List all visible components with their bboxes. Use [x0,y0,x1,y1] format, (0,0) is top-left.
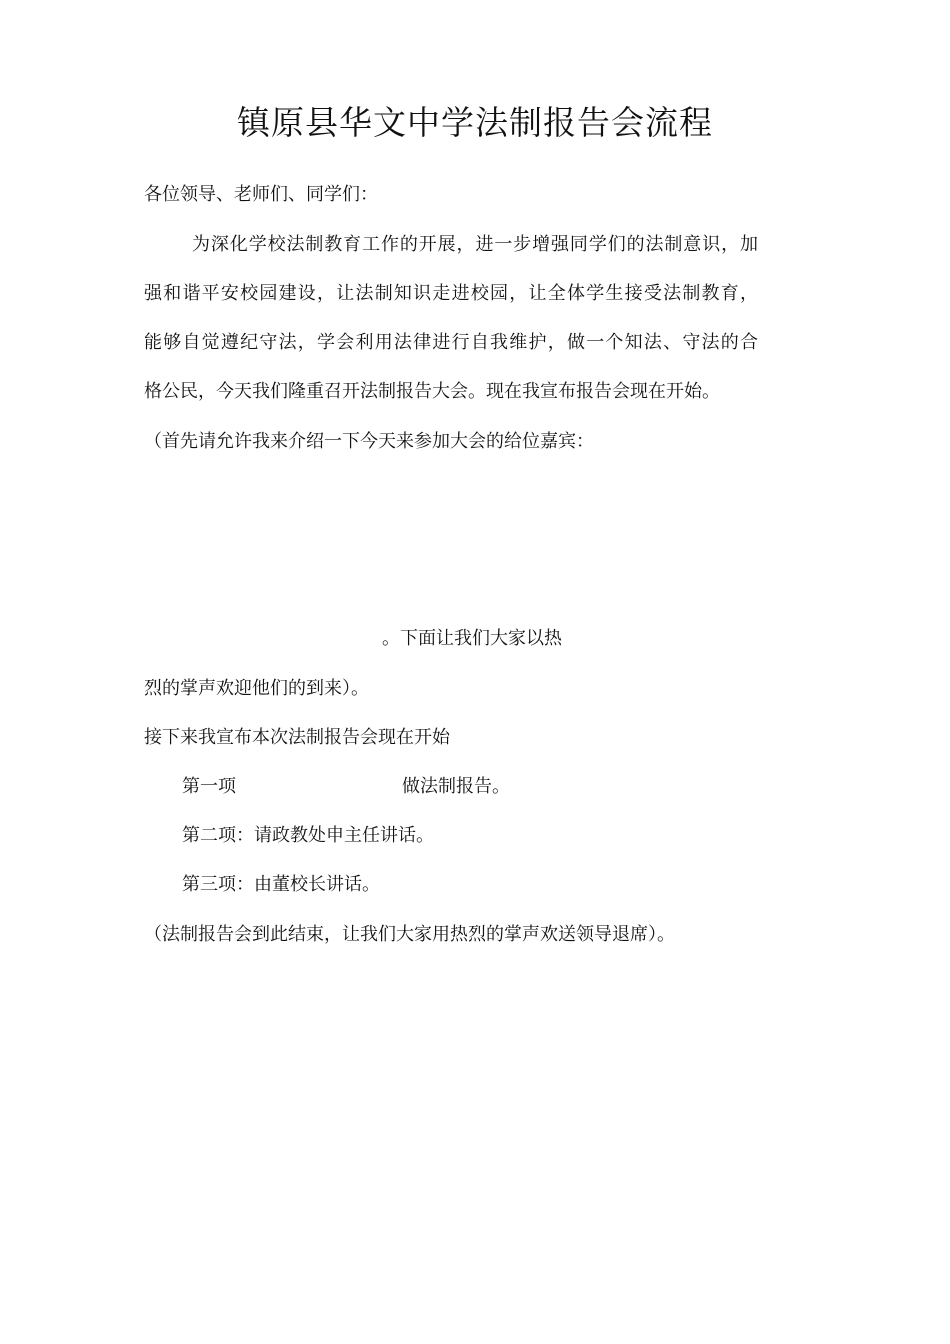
closing-line: （法制报告会到此结束，让我们大家用热烈的掌声欢送领导退席）。 [144,924,675,945]
document-title: 镇原县华文中学法制报告会流程 [237,103,713,142]
applause-line-1: 。下面让我们大家以热 [382,628,562,649]
applause-line-2: 烈的掌声欢迎他们的到来）。 [144,678,369,699]
announce-line: 接下来我宣布本次法制报告会现在开始 [144,727,450,748]
intro-line-4: 格公民，今天我们隆重召开法制报告大会。现在我宣布报告会现在开始。 [144,381,720,402]
item-1-text: 做法制报告。 [402,776,510,797]
item-2-line: 第二项：请政教处申主任讲话。 [182,825,434,846]
item-1-label: 第一项 [182,776,236,797]
intro-line-3: 能够自觉遵纪守法，学会利用法律进行自我维护，做一个知法、守法的合 [144,332,758,353]
intro-line-2: 强和谐平安校园建设，让法制知识走进校园，让全体学生接受法制教育， [144,283,758,304]
guest-intro-line: （首先请允许我来介绍一下今天来参加大会的给位嘉宾： [144,431,594,452]
intro-line-1: 为深化学校法制教育工作的开展，进一步增强同学们的法制意识，加 [192,234,758,255]
greeting-line: 各位领导、老师们、同学们： [144,184,378,205]
item-3-line: 第三项：由董校长讲话。 [182,874,380,895]
